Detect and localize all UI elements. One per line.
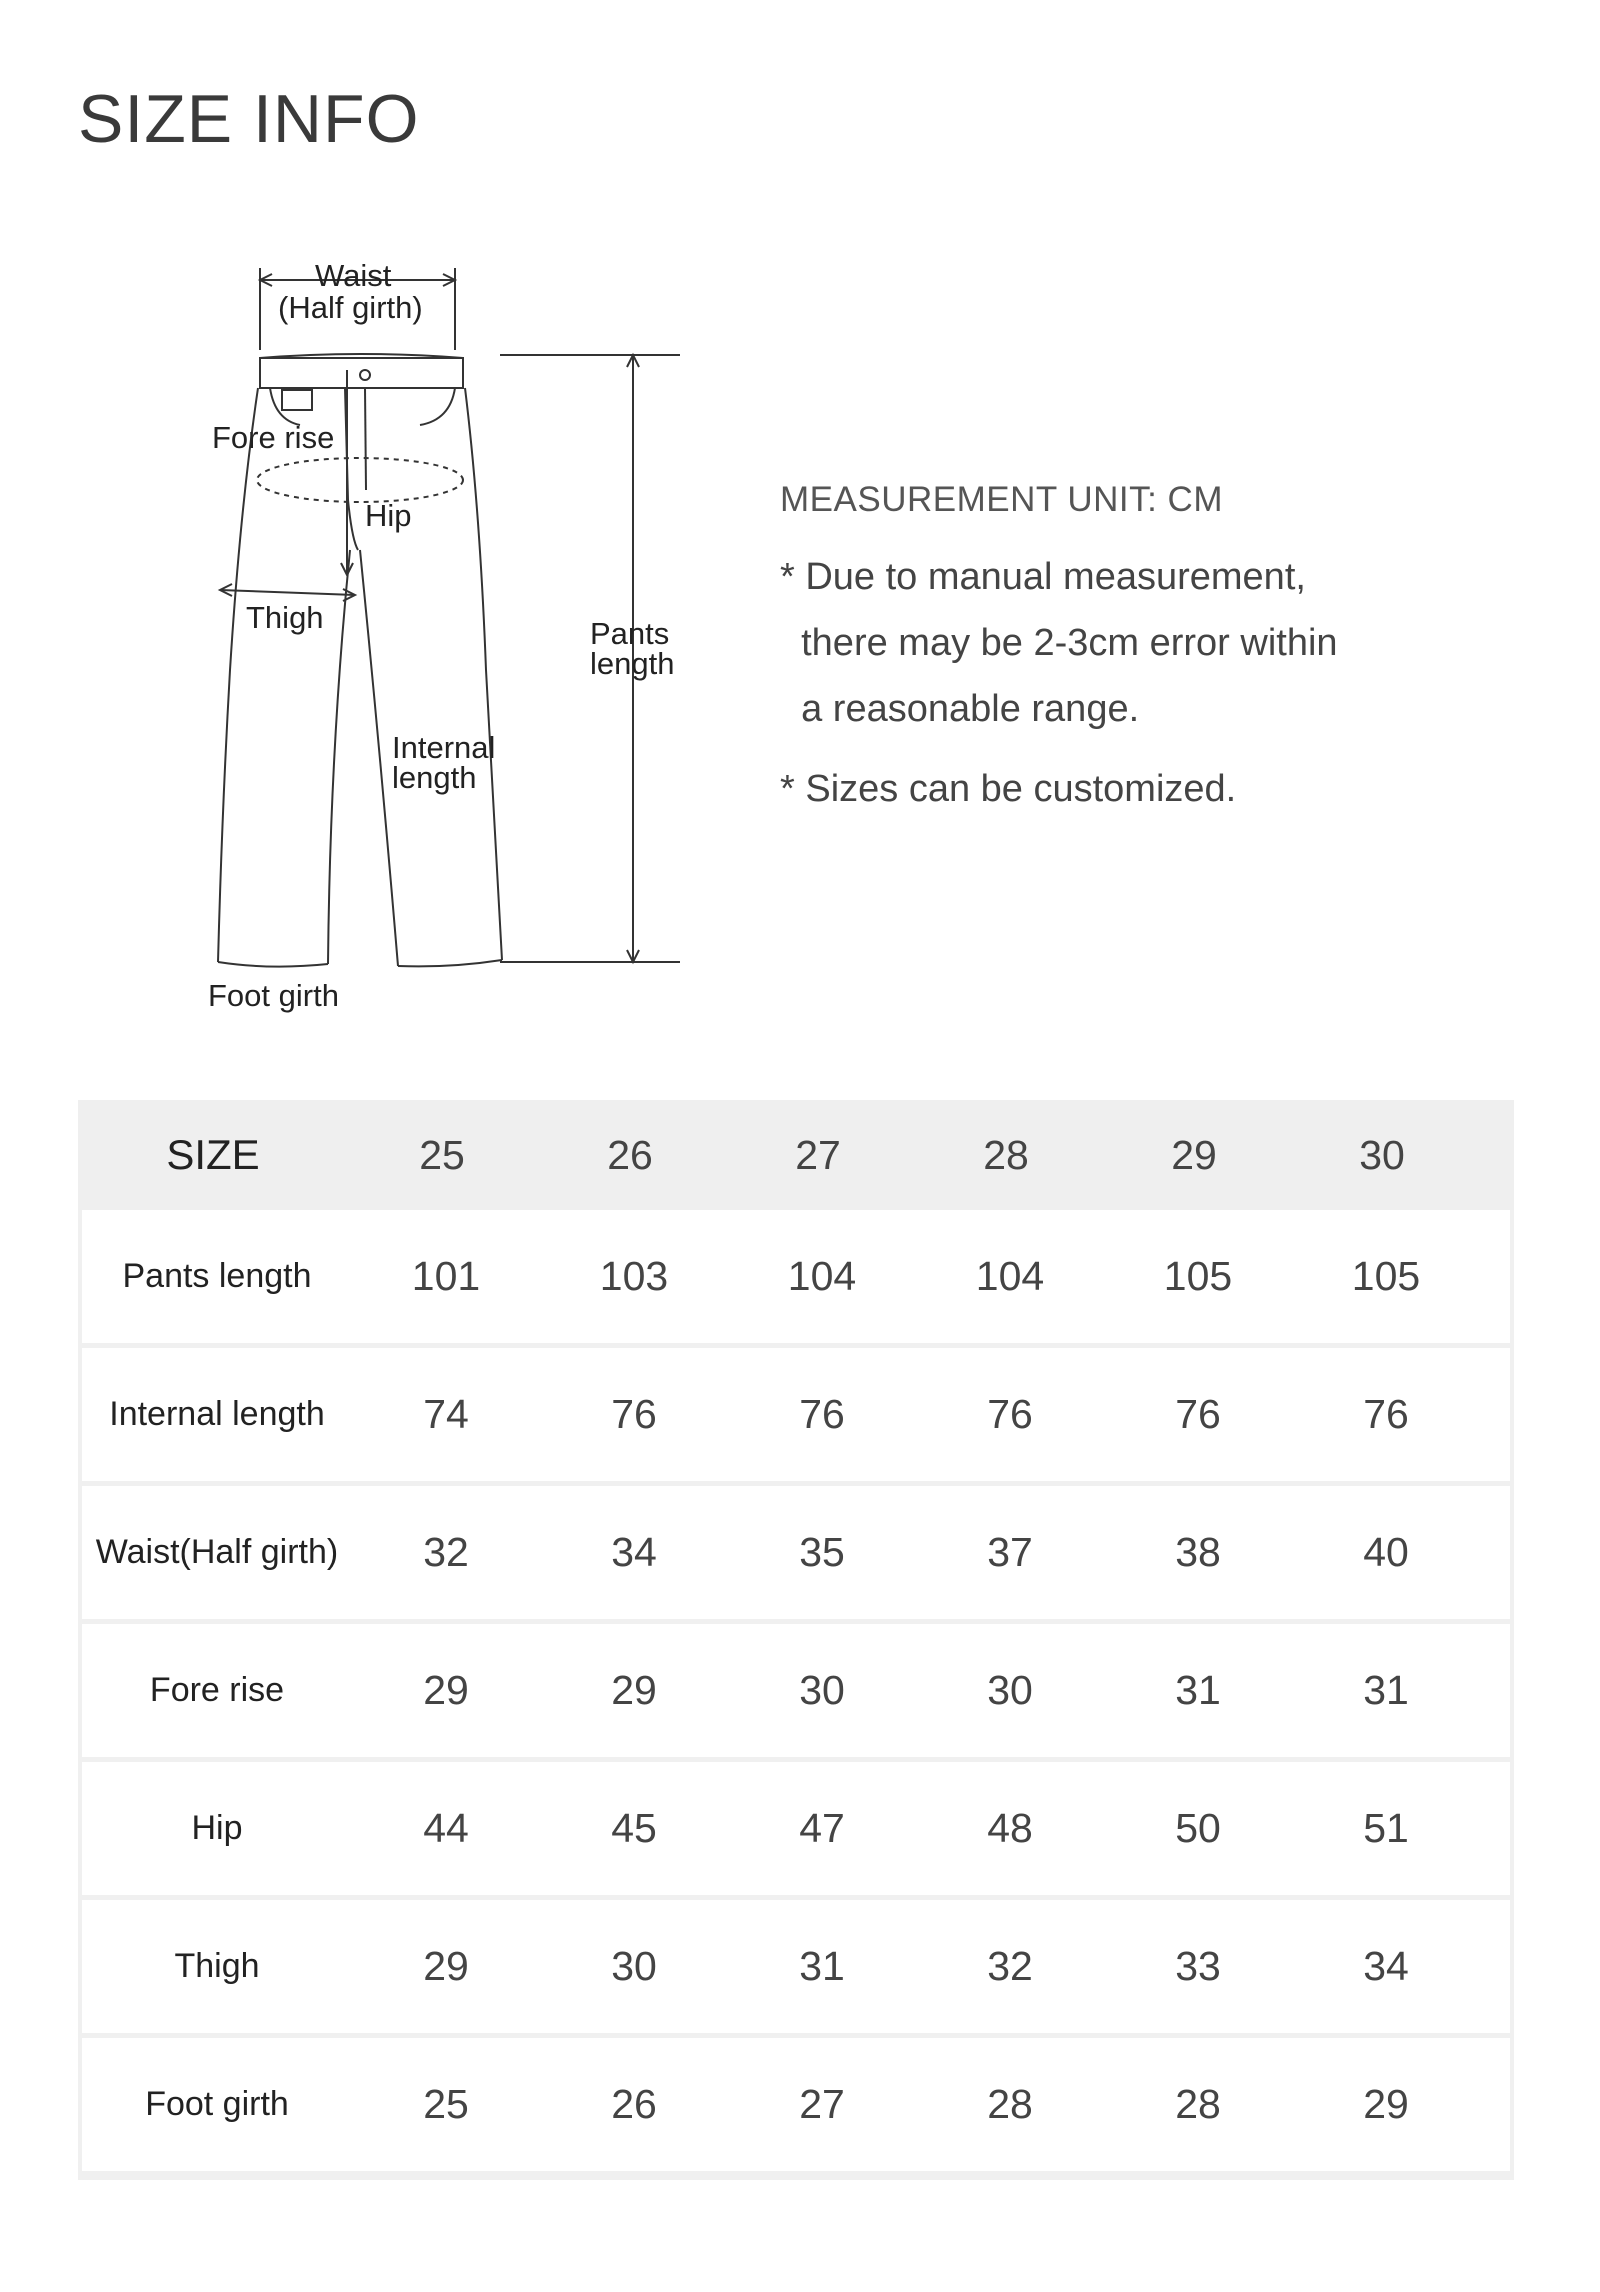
table-cell: 76 [611, 1391, 657, 1437]
table-cell: 76 [799, 1391, 845, 1437]
table-cell: 103 [599, 1253, 669, 1299]
pants-length-label-2: length [590, 646, 675, 681]
size-header-label: SIZE [166, 1131, 260, 1178]
size-header-cell: 26 [607, 1131, 653, 1178]
table-cell: 104 [975, 1253, 1045, 1299]
customization-note: * Sizes can be customized. [780, 768, 1237, 810]
size-header-row [78, 1100, 1514, 1210]
table-row [82, 1210, 1510, 1343]
table-cell: 25 [423, 2081, 469, 2127]
row-label: Thigh [174, 1947, 260, 1985]
table-cell: 31 [1363, 1667, 1409, 1713]
table-cell: 51 [1363, 1805, 1409, 1851]
table-cell: 30 [611, 1943, 657, 1989]
pants-diagram [180, 250, 740, 1030]
table-cell: 48 [987, 1805, 1033, 1851]
internal-length-label-2: length [392, 760, 477, 795]
table-cell: 32 [987, 1943, 1033, 1989]
table-cell: 34 [611, 1529, 657, 1575]
table-cell: 29 [1363, 2081, 1409, 2127]
table-cell: 76 [987, 1391, 1033, 1437]
table-cell: 76 [1175, 1391, 1221, 1437]
table-cell: 31 [1175, 1667, 1221, 1713]
row-label: Internal length [109, 1395, 325, 1433]
hip-label: Hip [365, 498, 412, 533]
pants-length-label-1: Pants [590, 616, 670, 651]
table-cell: 40 [1363, 1529, 1409, 1575]
measurement-unit: MEASUREMENT UNIT: CM [780, 480, 1223, 519]
table-row [82, 1624, 1510, 1757]
table-cell: 37 [987, 1529, 1033, 1575]
table-cell: 31 [799, 1943, 845, 1989]
table-cell: 76 [1363, 1391, 1409, 1437]
table-cell: 32 [423, 1529, 469, 1575]
table-row [82, 1348, 1510, 1481]
table-row [82, 1486, 1510, 1619]
size-header-cell: 27 [795, 1131, 841, 1178]
size-header-cell: 29 [1171, 1131, 1217, 1178]
table-cell: 34 [1363, 1943, 1409, 1989]
table-row [82, 1900, 1510, 2033]
table-row [82, 1762, 1510, 1895]
table-cell: 50 [1175, 1805, 1221, 1851]
table-cell: 29 [423, 1667, 469, 1713]
fore-rise-label: Fore rise [212, 420, 335, 455]
thigh-label: Thigh [246, 600, 324, 635]
table-cell: 35 [799, 1529, 845, 1575]
table-row [82, 2038, 1510, 2171]
table-cell: 33 [1175, 1943, 1221, 1989]
measurement-note: * Due to manual measurement, there may be 2-3cm error within a reasonable range. [780, 556, 1338, 730]
row-label: Waist(Half girth) [95, 1533, 339, 1571]
table-cell: 105 [1351, 1253, 1421, 1299]
row-label: Foot girth [145, 2085, 289, 2123]
size-header-cell: 25 [419, 1131, 465, 1178]
foot-girth-label: Foot girth [208, 978, 339, 1013]
table-cell: 74 [423, 1391, 469, 1437]
table-cell: 30 [799, 1667, 845, 1713]
table-cell: 28 [987, 2081, 1033, 2127]
waist-label: Waist [315, 258, 392, 293]
table-cell: 28 [1175, 2081, 1221, 2127]
table-cell: 104 [787, 1253, 857, 1299]
size-header-cell: 30 [1359, 1131, 1405, 1178]
table-cell: 27 [799, 2081, 845, 2127]
page-title: SIZE INFO [78, 81, 420, 157]
table-cell: 30 [987, 1667, 1033, 1713]
table-cell: 29 [423, 1943, 469, 1989]
size-header-cell: 28 [983, 1131, 1029, 1178]
table-cell: 38 [1175, 1529, 1221, 1575]
info-panel [780, 480, 1540, 836]
row-label: Pants length [122, 1257, 312, 1295]
size-table [78, 1100, 1514, 2180]
table-cell: 101 [411, 1253, 481, 1299]
internal-length-label-1: Internal [392, 730, 496, 765]
table-cell: 44 [423, 1805, 469, 1851]
table-cell: 45 [611, 1805, 657, 1851]
table-cell: 47 [799, 1805, 845, 1851]
table-cell: 29 [611, 1667, 657, 1713]
row-label: Hip [191, 1809, 243, 1847]
table-cell: 26 [611, 2081, 657, 2127]
table-cell: 105 [1163, 1253, 1233, 1299]
waist-sub-label: (Half girth) [278, 290, 423, 325]
row-label: Fore rise [149, 1671, 285, 1709]
